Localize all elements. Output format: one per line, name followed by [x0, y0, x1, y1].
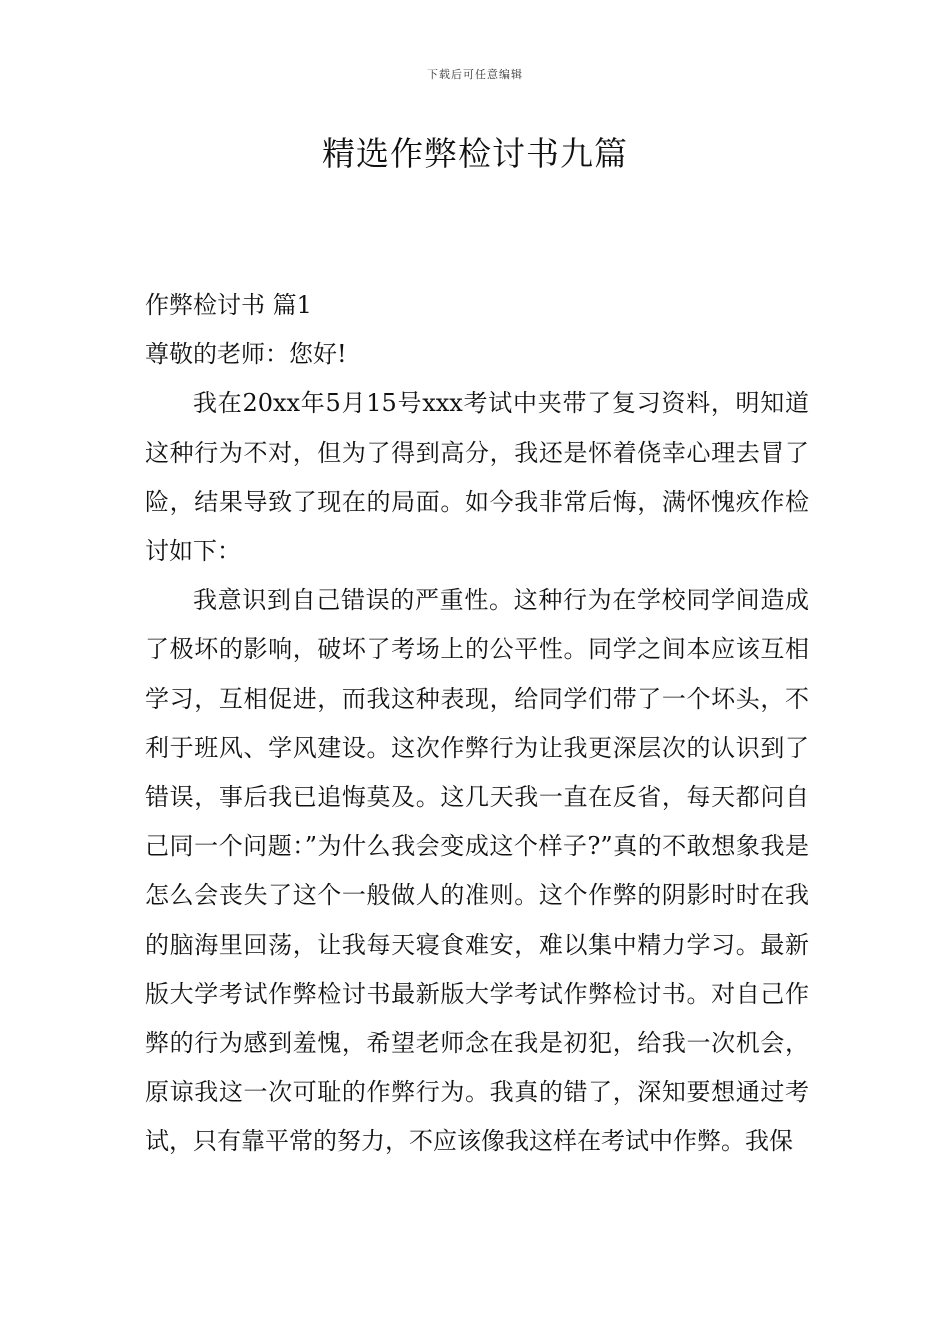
salutation: 尊敬的老师：您好!: [145, 340, 347, 369]
document-title: 精选作弊检讨书九篇: [322, 134, 628, 173]
section-heading: 作弊检讨书 篇1: [145, 291, 312, 319]
header-note: 下载后可任意编辑: [427, 68, 523, 81]
paragraph-2: 我意识到自己错误的严重性。这种行为在学校同学间造成了极坏的影响，破坏了考场上的公平性。同学之间本应该互相学习，互相促进，而我这种表现，给同学们带了一个坏头，不利于班风、学风建设。这次作弊行为让我更深层次的认识到了错误，事后我已追悔莫及。这几天我一直在反省，每天都问自己同一个问题：”为什么我会变成这个样子?”真的不敢想象我是怎么会丧失了这个一般做人的准则。这个作弊的阴影时时在我的脑海里回荡，让我每天寝食难安，难以集中精力学习。最新版大学考试作弊检讨书最新版大学考试作弊检讨书。对自己作弊的行为感到羞愧，希望老师念在我是初犯，给我一次机会，原谅我这一次可耻的作弊行为。我真的错了，深知要想通过考试，只有靠平常的努力，不应该像我这样在考试中作弊。我保: [145, 586, 809, 1156]
document-body: [145, 281, 809, 1167]
paragraph-1: 我在20xx年5月15号xxx考试中夹带了复习资料，明知道这种行为不对，但为了得到高分，我还是怀着侥幸心理去冒了险，结果导致了现在的局面。如今我非常后悔，满怀愧疚作检讨如下：: [145, 389, 809, 566]
